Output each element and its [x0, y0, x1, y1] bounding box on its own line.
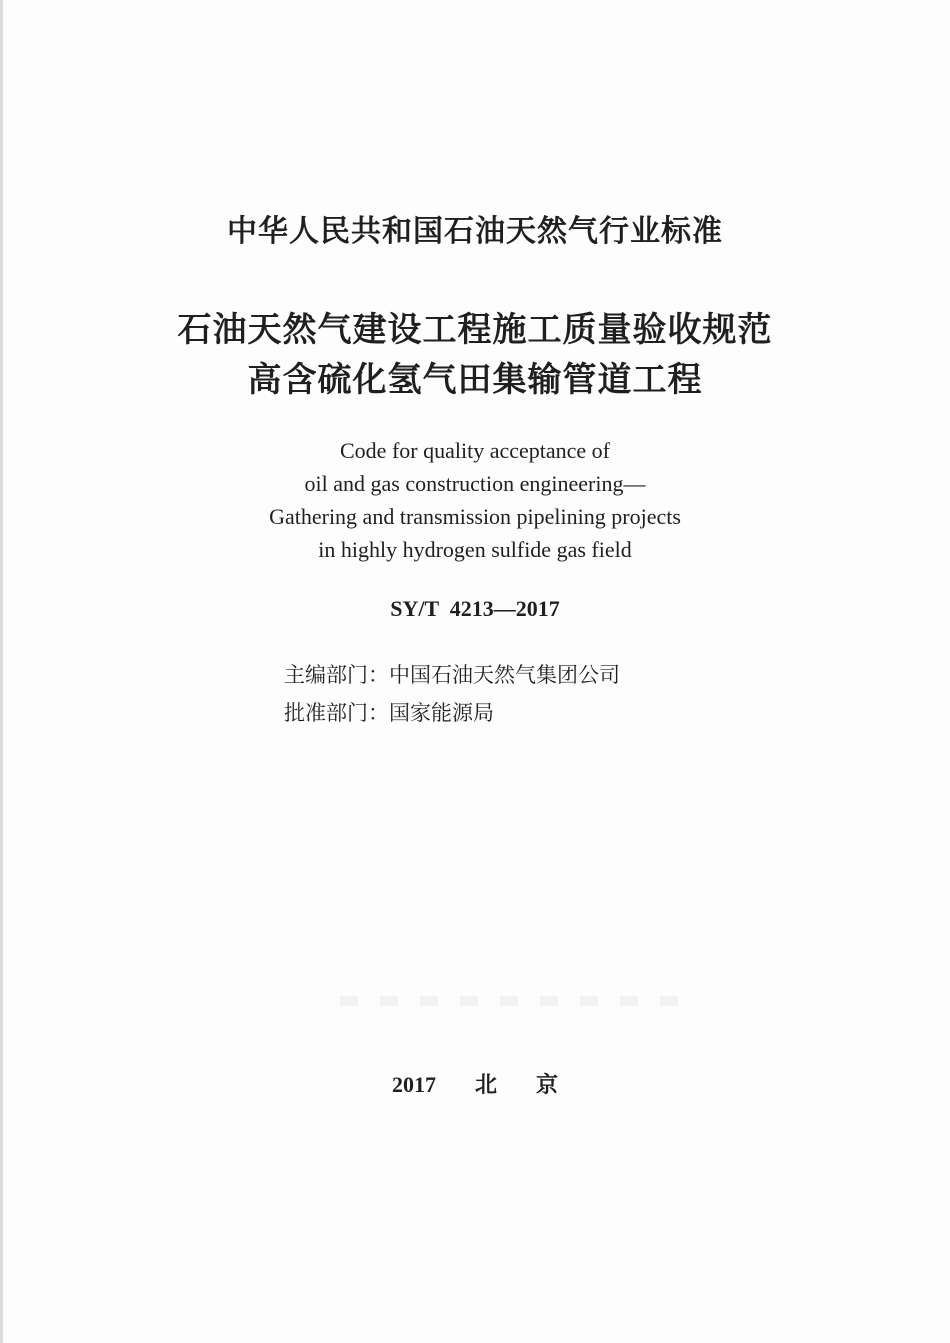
title-line-2: 高含硫化氢气田集输管道工程 [247, 360, 703, 400]
english-title-line: Code for quality acceptance of [340, 438, 610, 463]
publication-info: 2017 北 京 [391, 1072, 558, 1097]
english-title [0, 434, 950, 566]
english-title-line: in highly hydrogen sulfide gas field [318, 537, 632, 562]
approver-dept: 批准部门：国家能源局 [284, 701, 494, 725]
standard-number: SY/T 4213—2017 [390, 596, 560, 621]
chief-editor-dept: 主编部门：中国石油天然气集团公司 [284, 663, 620, 687]
standard-category: 中华人民共和国石油天然气行业标准 [227, 214, 723, 249]
title-line-1: 石油天然气建设工程施工质量验收规范 [177, 310, 773, 350]
faint-watermark [340, 996, 700, 1006]
page-edge [0, 0, 3, 1343]
english-title-line: Gathering and transmission pipelining projects [269, 504, 681, 529]
english-title-line: oil and gas construction engineering— [304, 471, 646, 496]
